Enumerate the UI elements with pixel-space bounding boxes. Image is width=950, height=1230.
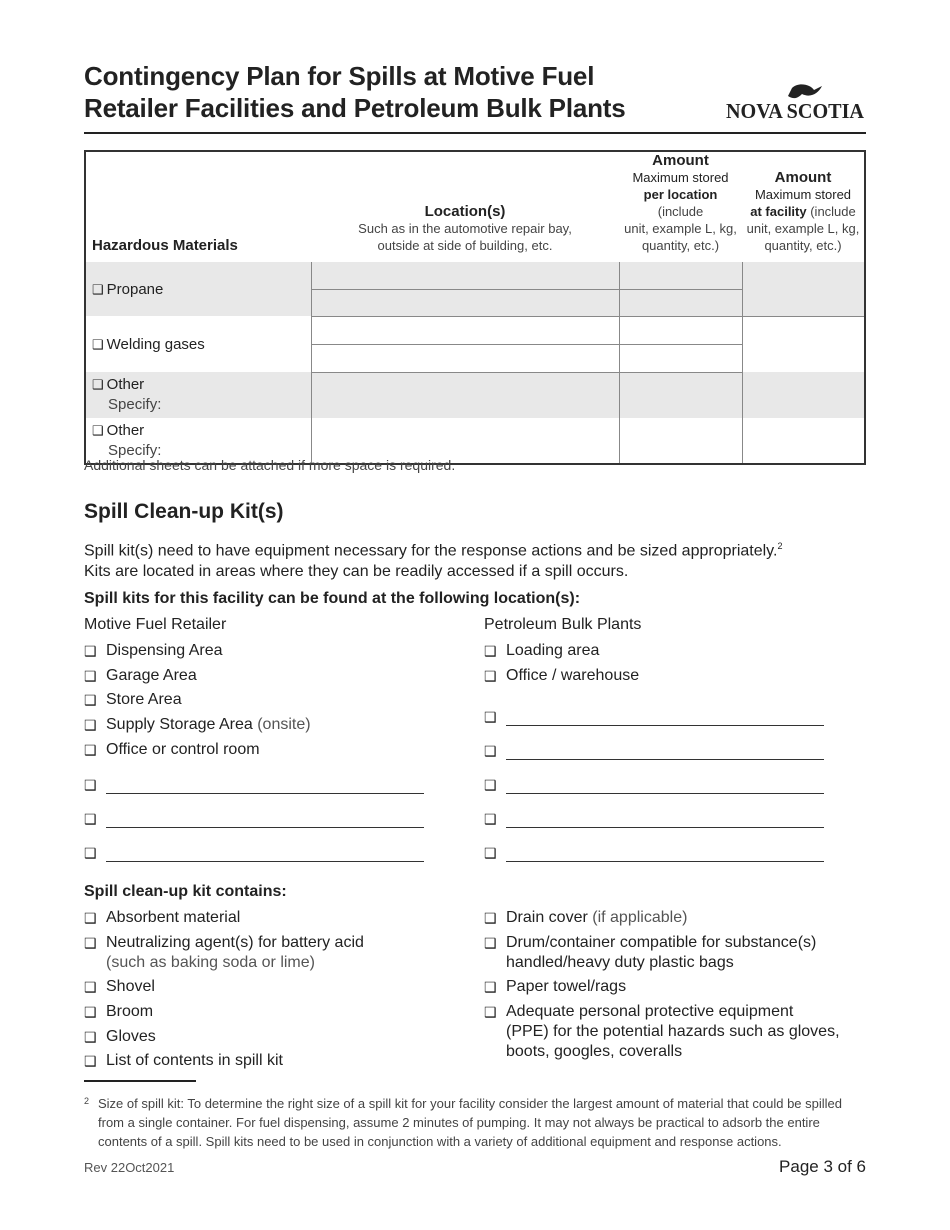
- logo-bird-mark: [788, 84, 822, 98]
- other-2-cell[interactable]: ❑ Other Specify:: [85, 418, 311, 464]
- checkbox-icon: ❑: [84, 692, 97, 709]
- welding-facility-amount[interactable]: [742, 316, 865, 372]
- footnote-number: 2: [84, 1096, 90, 1106]
- table-row-propane: [85, 262, 865, 289]
- additional-sheets-note: Additional sheets can be attached if more space is required.: [84, 457, 456, 473]
- checklist-item[interactable]: ❑ Shovel: [84, 978, 155, 996]
- checkbox-icon: ❑: [92, 422, 104, 438]
- welding-amount-2[interactable]: [619, 344, 742, 372]
- col-header-amount-location: Amount Maximum stored per location (include unit, example L, kg, quantity, etc.): [619, 151, 742, 262]
- section-title: Spill Clean-up Kit(s): [84, 500, 284, 523]
- blank-line: [506, 827, 824, 828]
- checkbox-icon: ❑: [84, 777, 97, 793]
- blank-line: [506, 793, 824, 794]
- specify-label: Specify:: [108, 396, 162, 413]
- footnote-line: from a single container. For fuel dispensing, assume 2 minutes of pumping. It may not always be practical to adsorb the entire: [98, 1115, 820, 1130]
- other-1-facility-amount[interactable]: [742, 372, 865, 418]
- checklist-item[interactable]: ❑ List of contents in spill kit: [84, 1052, 283, 1070]
- welding-location-1[interactable]: [311, 316, 619, 344]
- checklist-item[interactable]: ❑ Dispensing Area: [84, 642, 223, 659]
- blank-line: [506, 861, 824, 862]
- bulk-location-list: [484, 641, 639, 690]
- revision-label: Rev 22Oct2021: [84, 1160, 175, 1175]
- checkbox-icon: ❑: [84, 741, 97, 758]
- checkbox-icon: ❑: [92, 336, 104, 352]
- kit-contents-right: [484, 908, 840, 1067]
- checkbox-icon: ❑: [84, 717, 97, 734]
- blank-line: [506, 725, 824, 726]
- intro-paragraph: Spill kit(s) need to have equipment necessary for the response actions and be sized appropriately.$^2$ Kits are located in areas where they can be readily accessed if a spill occurs.: [84, 541, 783, 581]
- title-rule: [84, 132, 866, 134]
- hazardous-materials-table: [84, 150, 866, 465]
- col-header-amount-facility: Amount Maximum stored at facility (include unit, example L, kg, quantity, etc.): [742, 151, 865, 262]
- welding-amount-1[interactable]: [619, 316, 742, 344]
- checklist-item[interactable]: ❑ Loading area: [484, 642, 600, 659]
- blank-line: [106, 861, 424, 862]
- checkbox-icon: ❑: [484, 643, 497, 659]
- nova-scotia-logo: [722, 82, 868, 122]
- checkbox-icon: ❑: [84, 934, 97, 951]
- propane-cell[interactable]: ❑ Propane: [92, 280, 164, 298]
- checkbox-icon: ❑: [84, 845, 97, 861]
- footnote-rule: [84, 1080, 196, 1082]
- motive-fuel-heading: Motive Fuel Retailer: [84, 616, 227, 633]
- welding-cell[interactable]: ❑ Welding gases: [92, 335, 205, 353]
- blank-line: [506, 759, 824, 760]
- logo-wordmark: NOVA SCOTIA: [726, 99, 865, 122]
- col-header-materials: Hazardous Materials: [85, 151, 311, 262]
- locations-heading: Spill kits for this facility can be found at the following location(s):: [84, 590, 581, 607]
- checkbox-icon: ❑: [484, 811, 497, 827]
- other-1-location[interactable]: [311, 372, 619, 418]
- page-title: [84, 60, 704, 124]
- checkbox-icon: ❑: [84, 1028, 97, 1045]
- checkbox-icon: ❑: [84, 1053, 97, 1070]
- checklist-item[interactable]: ❑ Office / warehouse: [484, 666, 640, 684]
- propane-location-1[interactable]: [311, 262, 619, 289]
- checklist-item[interactable]: ❑ Broom: [84, 1003, 154, 1021]
- blank-line: [106, 793, 424, 794]
- checklist-item[interactable]: ❑ Paper towel/rags: [484, 978, 627, 996]
- checklist-item[interactable]: ❑ Absorbent material: [84, 909, 241, 926]
- checklist-item[interactable]: ❑ Drum/container compatible for substance(s) handled/heavy duty plastic bags: [484, 933, 817, 971]
- checkbox-icon: ❑: [84, 979, 97, 996]
- specify-label: Specify:: [108, 441, 162, 459]
- contains-heading: Spill clean-up kit contains:: [84, 883, 287, 900]
- blank-line: [106, 827, 424, 828]
- checkbox-icon: ❑: [484, 777, 497, 793]
- checkbox-icon: ❑: [484, 667, 497, 684]
- checkbox-icon: ❑: [484, 709, 497, 725]
- checkbox-icon: ❑: [84, 811, 97, 827]
- table-row-welding: [85, 316, 865, 344]
- footnote-ref: 2: [777, 541, 783, 551]
- checkbox-icon: ❑: [484, 743, 497, 759]
- propane-amount-2[interactable]: [619, 289, 742, 316]
- checklist-item[interactable]: ❑ Adequate personal protective equipment (PPE) for the potential hazards such as gloves, boots, googles, coveralls: [484, 1003, 840, 1061]
- checklist-item[interactable]: ❑ Neutralizing agent(s) for battery acid (such as baking soda or lime): [84, 933, 364, 971]
- other-1-amount[interactable]: [619, 372, 742, 418]
- checkbox-icon: ❑: [92, 281, 104, 297]
- checklist-item[interactable]: ❑ Gloves: [84, 1027, 156, 1045]
- propane-facility-amount[interactable]: [742, 262, 865, 316]
- checkbox-icon: ❑: [84, 910, 97, 926]
- other-2-facility-amount[interactable]: [742, 418, 865, 464]
- checkbox-icon: ❑: [484, 979, 497, 996]
- table-row-other-1: [85, 372, 865, 418]
- checkbox-icon: ❑: [84, 643, 97, 659]
- checkbox-icon: ❑: [484, 910, 497, 926]
- welding-location-2[interactable]: [311, 344, 619, 372]
- checkbox-icon: ❑: [84, 1004, 97, 1021]
- col-header-location: Location(s) Such as in the automotive repair bay, outside at side of building, etc.: [311, 151, 619, 262]
- checklist-item[interactable]: ❑ Store Area: [84, 691, 182, 709]
- propane-location-2[interactable]: [311, 289, 619, 316]
- checklist-item[interactable]: ❑ Drain cover (if applicable): [484, 909, 688, 926]
- checklist-item[interactable]: ❑ Supply Storage Area (onsite): [84, 716, 311, 734]
- bulk-plants-heading: Petroleum Bulk Plants: [484, 616, 642, 633]
- kit-contents-left: [84, 908, 364, 1076]
- footnote: [84, 1094, 866, 1151]
- motive-location-list: [84, 641, 311, 764]
- checkbox-icon: ❑: [484, 934, 497, 951]
- propane-amount-1[interactable]: [619, 262, 742, 289]
- checklist-item[interactable]: ❑ Office or control room: [84, 740, 260, 758]
- checkbox-icon: ❑: [484, 845, 497, 861]
- footnote-line: contents of a spill. Spill kits need to be used in conjunction with a variety of additional equipment and response actions.: [98, 1134, 782, 1149]
- title-line-1: Contingency Plan for Spills at Motive Fuel: [84, 61, 595, 91]
- other-2-amount[interactable]: [619, 418, 742, 464]
- checklist-item[interactable]: ❑ Garage Area: [84, 666, 197, 684]
- checkbox-icon: ❑: [484, 1004, 497, 1021]
- checkbox-icon: ❑: [92, 377, 104, 392]
- table-header-row: [85, 151, 865, 262]
- footnote-line: Size of spill kit: To determine the right size of a spill kit for your facility consider the largest amount of material that could be spilled: [98, 1096, 843, 1111]
- page-number: Page 3 of 6: [779, 1157, 866, 1176]
- checkbox-icon: ❑: [84, 667, 97, 684]
- other-1-cell[interactable]: ❑ Other Specify:: [85, 372, 311, 418]
- title-line-2: Retailer Facilities and Petroleum Bulk Plants: [84, 93, 626, 123]
